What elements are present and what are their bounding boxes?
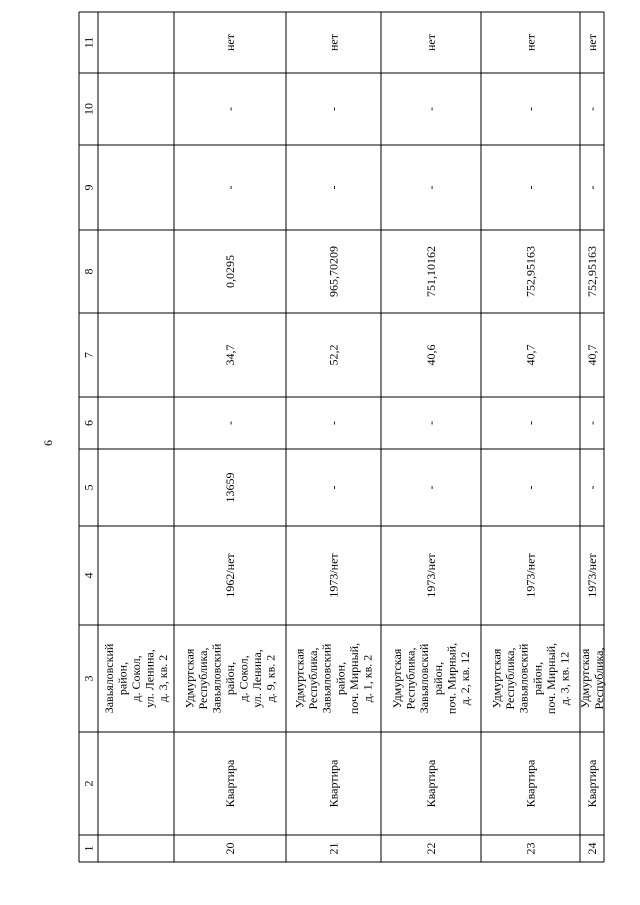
row-21-c6 xyxy=(327,421,341,425)
row-22-c11 xyxy=(424,33,438,51)
row-20-c11-line: нет xyxy=(223,34,237,51)
row-22-c10 xyxy=(424,107,438,111)
row-20-c6-line: - xyxy=(223,421,237,425)
row-20-number-line: 20 xyxy=(223,842,237,855)
row-23-value-line: 752,95163 xyxy=(523,246,538,297)
row-22-c11-line: нет xyxy=(424,34,438,51)
row-21-address-line: Удмуртская xyxy=(292,648,307,709)
row-23-area xyxy=(524,345,538,366)
row-23-number xyxy=(524,843,538,855)
row-22-year-line: 1973/нет xyxy=(424,553,438,598)
row-20-value xyxy=(223,255,237,288)
row-22-c6 xyxy=(424,421,438,425)
row-22-address-line: Удмуртская xyxy=(390,648,405,709)
row-20-c9-line: - xyxy=(223,185,237,190)
row-21-area-line: 52,2 xyxy=(326,344,341,366)
row-21-value-line: 965,70209 xyxy=(326,246,341,297)
row-23-address-line: д. 3, кв. 12 xyxy=(557,651,572,706)
column-number-7-line: 7 xyxy=(81,352,96,358)
column-number-8 xyxy=(82,269,96,275)
row-24-c9 xyxy=(585,186,599,190)
row-24-c6-line: - xyxy=(585,421,599,425)
row-22-address-line: поч. Мирный, xyxy=(444,642,459,715)
column-number-11-line: 11 xyxy=(81,36,96,49)
column-number-9-line: 9 xyxy=(81,184,96,191)
row-20-area-line: 34,7 xyxy=(223,344,237,366)
row-21-c10-line: - xyxy=(326,107,341,111)
continued-address-line: д. Сокол, xyxy=(129,655,143,702)
row-20-type xyxy=(223,759,237,807)
row-23-type-line: Квартира xyxy=(523,759,538,808)
row-24-address xyxy=(578,648,606,710)
row-23-address-line: поч. Мирный, xyxy=(543,642,558,715)
row-23-c6-line: - xyxy=(523,421,538,425)
row-21-year-line: 1973/нет xyxy=(326,553,341,598)
row-23-year xyxy=(524,553,538,598)
row-20-address xyxy=(183,643,278,713)
column-number-1-line: 1 xyxy=(81,845,96,852)
row-20-area xyxy=(223,345,237,366)
table-cells xyxy=(82,33,606,854)
column-number-10-line: 10 xyxy=(81,103,96,115)
row-21-type xyxy=(327,759,341,807)
column-number-4 xyxy=(82,573,96,579)
column-number-11 xyxy=(82,37,96,49)
row-21-address-line: Завьяловский xyxy=(319,643,334,714)
column-number-3 xyxy=(82,676,96,682)
row-24-c5 xyxy=(585,486,599,490)
row-22-value-line: 751,10162 xyxy=(424,246,438,297)
row-22-c10-line: - xyxy=(424,107,438,111)
row-20-address-line: Удмуртская xyxy=(182,648,197,709)
row-20-address-line: д. Сокол, xyxy=(236,655,251,702)
column-number-5 xyxy=(82,485,96,491)
row-21-c9 xyxy=(327,186,341,190)
column-number-1 xyxy=(82,846,96,852)
row-21-c9-line: - xyxy=(326,185,341,190)
row-20-c10-line: - xyxy=(223,107,237,111)
row-21-c5-line: - xyxy=(326,485,341,490)
row-20-year-line: 1962/нет xyxy=(223,553,237,598)
row-21-type-line: Квартира xyxy=(326,759,341,808)
row-24-c5-line: - xyxy=(585,485,599,490)
row-23-c10-line: - xyxy=(523,107,538,111)
row-20-c10 xyxy=(223,107,237,111)
table-grid xyxy=(79,12,604,862)
row-22-year xyxy=(424,553,438,598)
row-22-address-line: район, xyxy=(430,661,445,696)
row-22-c5 xyxy=(424,486,438,490)
column-number-10 xyxy=(82,103,96,115)
continued-address-line: д. 3, кв. 2 xyxy=(156,654,170,703)
column-number-9 xyxy=(82,185,96,191)
row-24-c6 xyxy=(585,421,599,425)
row-24-number-line: 24 xyxy=(585,842,599,855)
row-24-value-line: 752,95163 xyxy=(585,246,599,297)
row-24-number xyxy=(585,843,599,855)
row-22-area xyxy=(424,345,438,366)
row-24-address-line: Удмуртская xyxy=(578,648,593,709)
row-23-address-line: Завьяловский xyxy=(516,643,531,714)
row-21-value xyxy=(327,246,341,297)
row-24-value xyxy=(585,246,599,297)
row-21-number xyxy=(327,843,341,855)
row-23-address-line: Удмуртская xyxy=(489,648,504,709)
row-23-type xyxy=(524,759,538,807)
row-20-address-line: Завьяловский xyxy=(209,643,224,714)
row-21-number-line: 21 xyxy=(326,842,341,855)
row-20-c11 xyxy=(223,33,237,51)
row-24-area-line: 40,7 xyxy=(585,344,599,366)
continued-address-line: район, xyxy=(115,661,130,696)
row-24-c9-line: - xyxy=(585,185,599,190)
row-22-value xyxy=(424,246,438,297)
row-24-type xyxy=(585,759,599,807)
continued-address xyxy=(102,643,170,713)
row-22-c5-line: - xyxy=(424,485,438,490)
row-22-number-line: 22 xyxy=(424,842,438,855)
row-22-c9-line: - xyxy=(424,185,438,190)
row-21-c11-line: нет xyxy=(326,34,341,51)
row-23-c5-line: - xyxy=(523,485,538,490)
row-22-address-line: Республика, xyxy=(403,647,418,710)
row-23-address xyxy=(490,643,572,714)
continued-address-line: ул. Ленина, xyxy=(142,649,157,708)
row-20-year xyxy=(223,553,237,598)
row-20-c5-line: 13659 xyxy=(223,472,237,503)
column-number-3-line: 3 xyxy=(81,675,96,682)
row-20-c9 xyxy=(223,186,237,190)
row-23-value xyxy=(524,246,538,297)
row-22-type-line: Квартира xyxy=(424,759,438,808)
row-23-number-line: 23 xyxy=(523,842,538,855)
column-number-6 xyxy=(82,420,96,426)
row-21-address-line: Республика, xyxy=(306,647,321,710)
row-23-c11-line: нет xyxy=(523,34,538,51)
row-23-c9-line: - xyxy=(523,185,538,190)
row-20-address-line: ул. Ленина, xyxy=(250,649,264,708)
row-21-address xyxy=(293,643,375,714)
column-number-6-line: 6 xyxy=(81,420,96,426)
row-20-value-line: 0,0295 xyxy=(223,255,237,288)
row-24-c11 xyxy=(585,33,599,51)
row-22-address-line: Завьяловский xyxy=(417,643,432,714)
row-23-c10 xyxy=(524,107,538,111)
row-20-address-line: район, xyxy=(223,661,237,696)
row-20-address-line: Республика, xyxy=(196,647,210,710)
row-24-c10 xyxy=(585,107,599,111)
row-24-address-line: Республика, xyxy=(591,647,606,710)
row-23-year-line: 1973/нет xyxy=(523,553,538,598)
column-number-2 xyxy=(82,781,96,787)
row-22-area-line: 40,6 xyxy=(424,344,438,366)
row-24-year xyxy=(585,553,599,598)
column-number-2-line: 2 xyxy=(81,780,96,787)
row-20-address-line: д. 9, кв. 2 xyxy=(263,654,278,703)
row-21-c11 xyxy=(327,33,341,51)
column-number-7 xyxy=(82,352,96,358)
row-22-number xyxy=(424,843,438,855)
continued-address-line: Завьяловский xyxy=(102,643,116,714)
row-21-c5 xyxy=(327,486,341,490)
row-23-c5 xyxy=(524,486,538,490)
row-23-area-line: 40,7 xyxy=(523,344,538,366)
row-23-address-line: Республика, xyxy=(503,647,518,710)
column-number-8-line: 8 xyxy=(81,268,96,275)
row-22-address xyxy=(390,643,472,714)
row-22-c6-line: - xyxy=(424,421,438,425)
row-20-c5 xyxy=(223,473,237,503)
row-21-c10 xyxy=(327,107,341,111)
row-20-number xyxy=(223,843,237,855)
page-number: 6 xyxy=(41,440,55,446)
row-23-address-line: район, xyxy=(530,661,545,696)
row-20-type-line: Квартира xyxy=(223,759,237,808)
row-21-address-line: район, xyxy=(333,661,348,696)
column-number-5-line: 5 xyxy=(81,484,96,491)
row-22-c9 xyxy=(424,186,438,190)
row-21-address-line: поч. Мирный, xyxy=(346,642,361,715)
row-21-area xyxy=(327,345,341,366)
row-24-c11-line: нет xyxy=(585,34,599,51)
row-24-year-line: 1973/нет xyxy=(585,553,599,598)
row-23-c6 xyxy=(524,421,538,425)
row-24-type-line: Квартира xyxy=(585,759,599,808)
row-21-c6-line: - xyxy=(326,421,341,425)
row-22-address-line: д. 2, кв. 12 xyxy=(457,651,472,706)
row-21-address-line: д. 1, кв. 2 xyxy=(360,654,375,703)
row-23-c9 xyxy=(524,186,538,190)
column-number-4-line: 4 xyxy=(81,572,96,579)
row-23-c11 xyxy=(524,33,538,51)
row-24-area xyxy=(585,345,599,366)
row-21-year xyxy=(327,553,341,598)
row-24-c10-line: - xyxy=(585,107,599,111)
row-22-type xyxy=(424,759,438,807)
row-20-c6 xyxy=(223,421,237,425)
